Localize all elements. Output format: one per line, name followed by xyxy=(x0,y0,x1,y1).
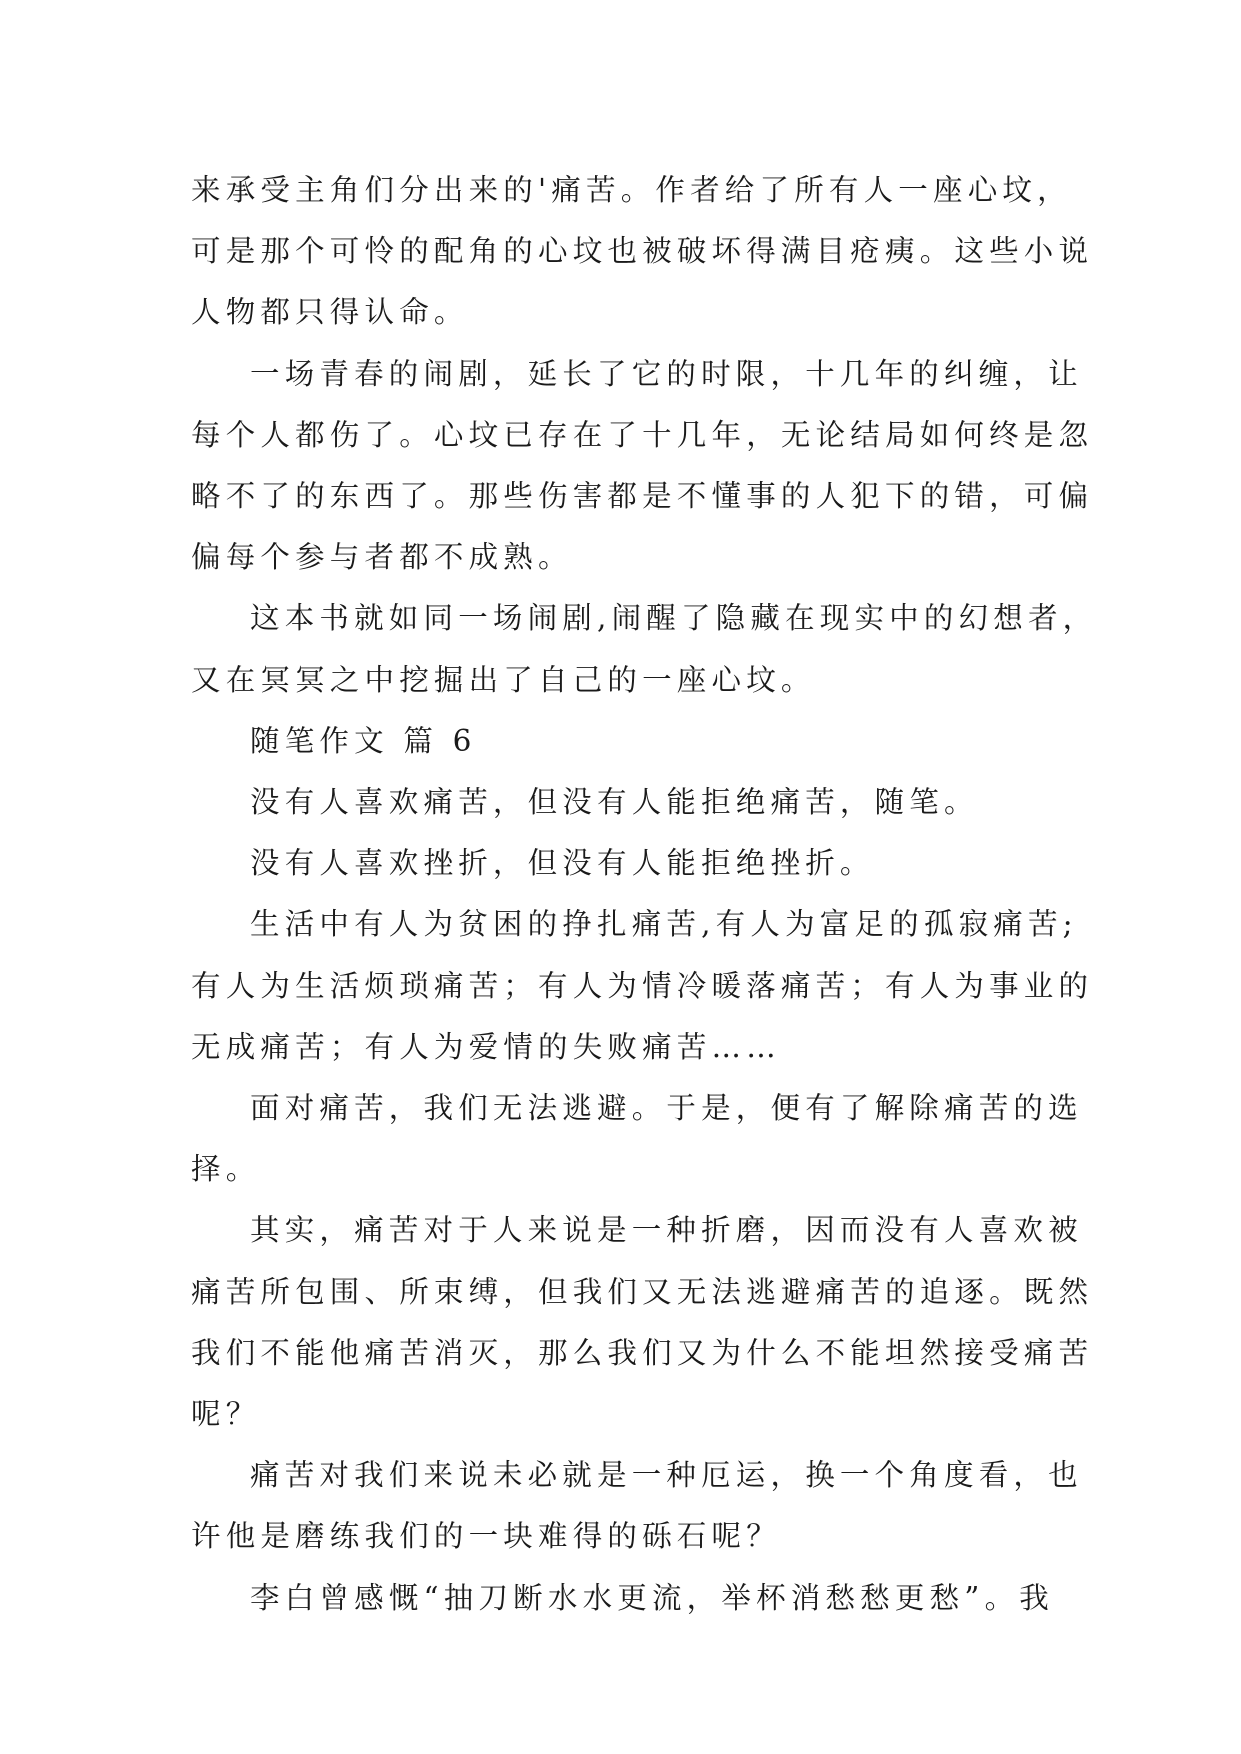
text-line: 痛苦对我们来说未必就是一种厄运，换一个角度看，也 xyxy=(250,1458,1083,1493)
text-line: 没有人喜欢痛苦，但没有人能拒绝痛苦，随笔。 xyxy=(250,785,979,820)
paragraph xyxy=(191,1445,1083,1506)
text-line: 李白曾感慨“抽刀断水水更流，举杯消愁愁更愁”。我 xyxy=(250,1580,1054,1615)
text-line: 生活中有人为贫困的挣扎痛苦,有人为富足的孤寂痛苦; xyxy=(250,907,1078,942)
paragraph xyxy=(191,588,1098,649)
text-line: 一场青春的闹剧，延长了它的时限，十几年的纠缠，让 xyxy=(250,356,1083,391)
paragraph xyxy=(191,1568,1054,1629)
paragraph-continuation xyxy=(191,405,1094,589)
text-line: 可是那个可怜的配角的心坟也被破坏得满目疮痍。这些小说 xyxy=(191,234,1094,269)
text-line: 偏每个参与者都不成熟。 xyxy=(191,540,573,575)
paragraph xyxy=(191,833,1051,894)
text-line: 每个人都伤了。心坟已存在了十几年，无论结局如何终是忽 xyxy=(191,417,1094,452)
document-body xyxy=(191,160,1098,1629)
paragraph xyxy=(191,894,1078,955)
text-line: 我们不能他痛苦消灭，那么我们又为什么不能坦然接受痛苦 xyxy=(191,1335,1094,1370)
paragraph xyxy=(191,344,1083,405)
text-line: 呢？ xyxy=(191,1397,261,1432)
text-line: 又在冥冥之中挖掘出了自己的一座心坟。 xyxy=(191,662,816,697)
paragraph xyxy=(191,1078,1083,1139)
text-line: 无成痛苦；有人为爱情的失败痛苦…… xyxy=(191,1029,781,1064)
paragraph xyxy=(191,160,1094,344)
text-line: 没有人喜欢挫折，但没有人能拒绝挫折。 xyxy=(250,846,875,881)
paragraph-continuation xyxy=(191,1262,1094,1446)
text-line: 择。 xyxy=(191,1152,261,1187)
text-line: 有人为生活烦琐痛苦；有人为情冷暖落痛苦；有人为事业的 xyxy=(191,968,1094,1003)
paragraph-continuation xyxy=(191,1506,1051,1567)
text-line: 许他是磨练我们的一块难得的砾石呢？ xyxy=(191,1519,781,1554)
text-line: 来承受主角们分出来的'痛苦。作者给了所有人一座心坟， xyxy=(191,173,1072,207)
text-line: 其实，痛苦对于人来说是一种折磨，因而没有人喜欢被 xyxy=(250,1213,1083,1248)
text-line: 随笔作文 篇 6 xyxy=(250,723,477,758)
paragraph xyxy=(191,772,1051,833)
paragraph xyxy=(191,1200,1083,1261)
paragraph-continuation xyxy=(191,650,1051,711)
section-heading xyxy=(191,711,1051,772)
text-line: 痛苦所包围、所束缚，但我们又无法逃避痛苦的追逐。既然 xyxy=(191,1274,1094,1309)
text-line: 这本书就如同一场闹剧,闹醒了隐藏在现实中的幻想者， xyxy=(250,601,1098,636)
paragraph-continuation xyxy=(191,956,1094,1078)
text-line: 人物都只得认命。 xyxy=(191,295,469,330)
text-line: 略不了的东西了。那些伤害都是不懂事的人犯下的错，可偏 xyxy=(191,479,1094,514)
text-line: 面对痛苦，我们无法逃避。于是，便有了解除痛苦的选 xyxy=(250,1091,1083,1126)
paragraph-continuation xyxy=(191,1139,1051,1200)
